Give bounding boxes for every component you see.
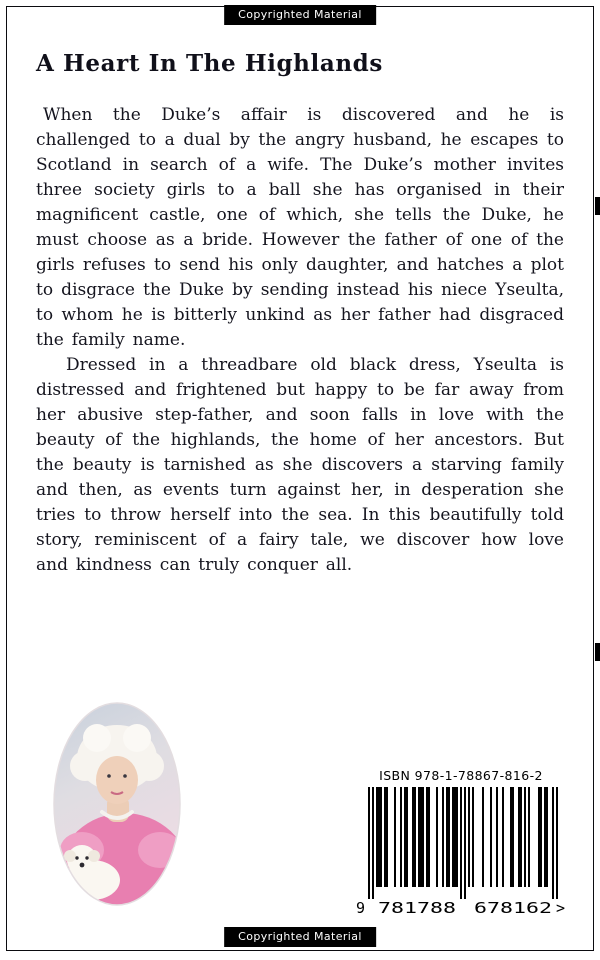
dog-eye	[85, 856, 88, 859]
barcode	[356, 768, 566, 923]
author-photo	[52, 700, 182, 908]
eye	[107, 774, 111, 778]
edge-mark	[595, 643, 600, 661]
book-title: A Heart In The Highlands	[36, 50, 383, 77]
white-hair	[83, 724, 111, 752]
white-hair	[70, 751, 100, 781]
dog-ear	[64, 850, 76, 862]
white-hair	[123, 724, 151, 752]
white-hair	[134, 751, 164, 781]
dog-nose	[80, 863, 85, 868]
dress-ruffle	[138, 832, 182, 868]
svg-text:781788: 781788	[378, 899, 456, 917]
blurb	[36, 103, 564, 578]
dog-eye	[75, 856, 78, 859]
ean13-barcode	[356, 787, 566, 919]
face	[96, 756, 138, 804]
svg-text:>: >	[556, 899, 566, 917]
blurb-paragraph-1: When the Duke’s affair is discovered and he is challenged to a dual by the angry husband, he escapes to Scotland in search of a wife. The Duke’s mother invites three society girls to a ball she has organised in their magnificent castle, one of which, she tells the Duke, he must choose as a bride. However the father of one of the girls refuses to send his only daughter, and hatches a plot to disgrace the Duke by sending instead his niece Yseulta, to whom he is bitterly unkind as her father had disgraced the family name.	[36, 105, 564, 350]
copyright-banner-bottom: Copyrighted Material	[224, 927, 376, 947]
copyright-banner-top: Copyrighted Material	[224, 5, 376, 25]
svg-text:678162: 678162	[474, 899, 552, 917]
svg-text:9: 9	[356, 899, 366, 917]
edge-mark	[595, 197, 600, 215]
eye	[123, 774, 127, 778]
blurb-paragraph-2: Dressed in a threadbare old black dress, Yseulta is distressed and frightened but happy to be far away from her abusive step-father, and soon falls in love with the beauty of the highlands, the home of her ancestors. But the beauty is tarnished as she discovers a starving family and then, as events turn against her, in desperation she tries to throw herself into the sea. In this beautifully told story, reminiscent of a fairy tale, we discover how love and kindness can truly conquer all.	[36, 355, 564, 575]
dog-ear	[88, 850, 100, 862]
author-photo-illustration	[52, 700, 182, 908]
isbn-label: ISBN 978-1-78867-816-2	[379, 768, 543, 783]
